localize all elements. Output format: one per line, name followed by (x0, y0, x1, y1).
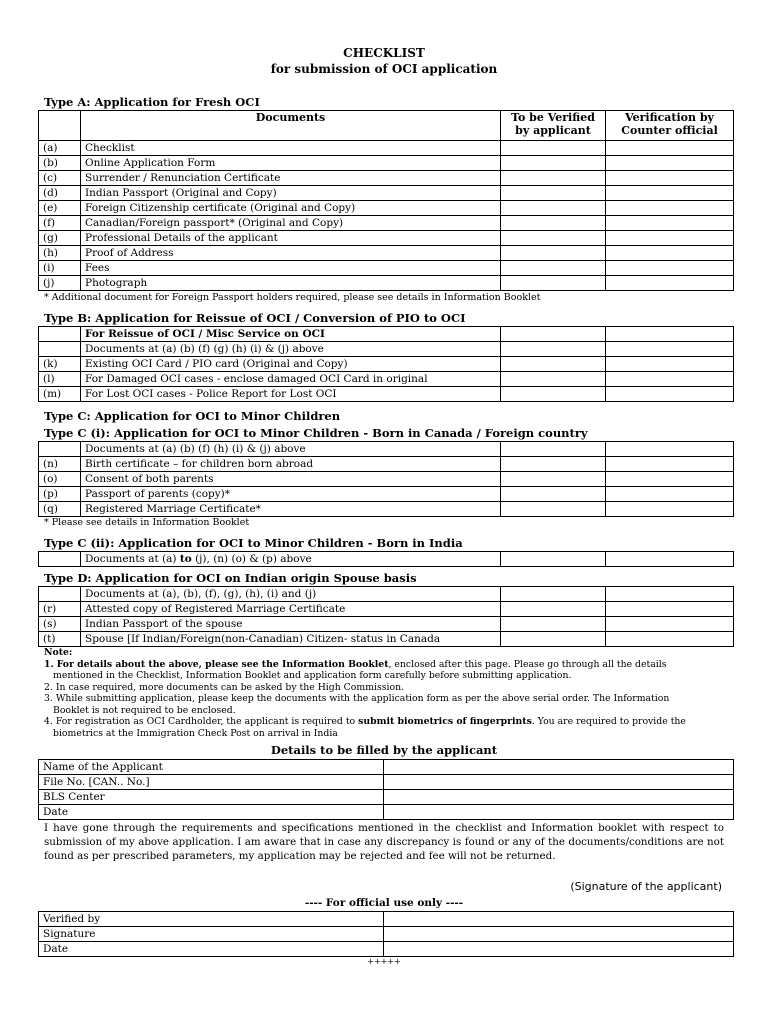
fill-in-field[interactable] (384, 942, 734, 957)
row-text: Fees (81, 261, 501, 276)
applicant-check-cell[interactable] (501, 276, 606, 291)
row-text: Photograph (81, 276, 501, 291)
row-text: Surrender / Renunciation Certificate (81, 171, 501, 186)
end-mark: +++++ (367, 957, 401, 966)
applicant-check-cell[interactable] (501, 261, 606, 276)
counter-check-cell[interactable] (606, 156, 734, 171)
row-code: (i) (39, 261, 81, 276)
table-row (39, 457, 734, 472)
col-header-blank (39, 111, 81, 141)
type-c1-table (38, 441, 734, 517)
counter-check-cell[interactable] (606, 487, 734, 502)
counter-check-cell[interactable] (606, 442, 734, 457)
applicant-check-cell[interactable] (501, 156, 606, 171)
table-row (39, 442, 734, 457)
applicant-check-cell[interactable] (501, 372, 606, 387)
row-text: Online Application Form (81, 156, 501, 171)
row-code (39, 327, 81, 342)
table-row (39, 805, 734, 820)
row-text: Indian Passport of the spouse (81, 617, 501, 632)
note-1: 1. For details about the above, please see the Information Booklet, enclosed after this page. Please go through all the details (44, 658, 667, 670)
row-text: Passport of parents (copy)* (81, 487, 501, 502)
counter-check-cell[interactable] (606, 472, 734, 487)
table-row (39, 587, 734, 602)
col-header-applicant: To be Verified by applicant (501, 111, 606, 141)
row-text: Documents at (a) (b) (f) (h) (i) & (j) above (81, 442, 501, 457)
counter-check-cell[interactable] (606, 141, 734, 156)
row-code (39, 442, 81, 457)
detail-label: Date (39, 805, 384, 820)
type-a-heading: Type A: Application for Fresh OCI (44, 95, 260, 109)
fill-in-field[interactable] (384, 927, 734, 942)
row-text: Documents at (a) to (j), (n) (o) & (p) above (81, 552, 501, 567)
counter-check-cell[interactable] (606, 602, 734, 617)
row-code: (d) (39, 186, 81, 201)
applicant-details-table (38, 759, 734, 820)
applicant-check-cell[interactable] (501, 472, 606, 487)
row-text: Birth certificate – for children born abroad (81, 457, 501, 472)
col-header-documents: Documents (81, 111, 501, 141)
table-row (39, 942, 734, 957)
note-3-cont: Booklet is not required to be enclosed. (53, 704, 236, 716)
row-code (39, 587, 81, 602)
row-text: Attested copy of Registered Marriage Certificate (81, 602, 501, 617)
counter-check-cell[interactable] (606, 327, 734, 342)
applicant-check-cell[interactable] (501, 552, 606, 567)
row-code: (k) (39, 357, 81, 372)
table-row (39, 790, 734, 805)
counter-check-cell[interactable] (606, 201, 734, 216)
row-code (39, 342, 81, 357)
applicant-check-cell[interactable] (501, 246, 606, 261)
row-text: Proof of Address (81, 246, 501, 261)
table-row (39, 261, 734, 276)
table-row (39, 372, 734, 387)
counter-check-cell[interactable] (606, 216, 734, 231)
note-3: 3. While submitting application, please keep the documents with the application form as per the above serial order. The Information (44, 693, 670, 704)
row-text: Spouse [If Indian/Foreign(non-Canadian) Citizen- status in Canada (81, 632, 501, 647)
row-text: Checklist (81, 141, 501, 156)
table-row (39, 156, 734, 171)
type-c2-table (38, 551, 734, 567)
row-code: (m) (39, 387, 81, 402)
table-row (39, 171, 734, 186)
row-code: (f) (39, 216, 81, 231)
row-code: (q) (39, 502, 81, 517)
row-code: (h) (39, 246, 81, 261)
counter-check-cell[interactable] (606, 372, 734, 387)
table-row (39, 201, 734, 216)
applicant-check-cell[interactable] (501, 357, 606, 372)
table-row (39, 231, 734, 246)
note-4-cont: biometrics at the Immigration Check Post on arrival in India (53, 727, 338, 739)
declaration-text: I have gone through the requirements and specifications mentioned in the checklist and Information booklet with respect to submission of my above application. I am aware that in case any discrepancy is found or any of the documents/conditions are not found as per prescribed parameters, my application may be rejected and fee will not be returned. (44, 822, 724, 862)
table-row (39, 246, 734, 261)
row-code: (e) (39, 201, 81, 216)
row-text: For Lost OCI cases - Police Report for Lost OCI (81, 387, 501, 402)
counter-check-cell[interactable] (606, 357, 734, 372)
note-1-cont: mentioned in the Checklist, Information Booklet and application form carefully before submitting application. (53, 670, 572, 681)
counter-check-cell[interactable] (606, 231, 734, 246)
row-code: (r) (39, 602, 81, 617)
fill-in-field[interactable] (384, 760, 734, 775)
table-row (39, 472, 734, 487)
table-row (39, 617, 734, 632)
counter-check-cell[interactable] (606, 342, 734, 357)
row-code: (t) (39, 632, 81, 647)
applicant-check-cell[interactable] (501, 487, 606, 502)
applicant-check-cell[interactable] (501, 186, 606, 201)
counter-check-cell[interactable] (606, 387, 734, 402)
table-row (39, 141, 734, 156)
row-text: Foreign Citizenship certificate (Original and Copy) (81, 201, 501, 216)
notes-block (44, 647, 724, 739)
applicant-check-cell[interactable] (501, 587, 606, 602)
applicant-check-cell[interactable] (501, 442, 606, 457)
row-text: Indian Passport (Original and Copy) (81, 186, 501, 201)
counter-check-cell[interactable] (606, 186, 734, 201)
official-label: Date (39, 942, 384, 957)
counter-check-cell[interactable] (606, 617, 734, 632)
row-code: (b) (39, 156, 81, 171)
table-row (39, 216, 734, 231)
applicant-check-cell[interactable] (501, 342, 606, 357)
row-code: (l) (39, 372, 81, 387)
table-row (39, 186, 734, 201)
table-row (39, 487, 734, 502)
applicant-check-cell[interactable] (501, 632, 606, 647)
row-text: Canadian/Foreign passport* (Original and Copy) (81, 216, 501, 231)
row-code: (n) (39, 457, 81, 472)
row-code: (s) (39, 617, 81, 632)
table-row (39, 502, 734, 517)
row-code: (j) (39, 276, 81, 291)
fill-in-field[interactable] (384, 805, 734, 820)
table-row (39, 632, 734, 647)
table-row (39, 552, 734, 567)
type-d-table (38, 586, 734, 647)
row-text: Documents at (a), (b), (f), (g), (h), (i) and (j) (81, 587, 501, 602)
row-code: (p) (39, 487, 81, 502)
row-code: (c) (39, 171, 81, 186)
type-c-heading: Type C: Application for OCI to Minor Children (44, 409, 341, 423)
type-c1-footnote: * Please see details in Information Booklet (44, 517, 250, 528)
applicant-check-cell[interactable] (501, 171, 606, 186)
row-code: (o) (39, 472, 81, 487)
counter-check-cell[interactable] (606, 502, 734, 517)
row-text: For Reissue of OCI / Misc Service on OCI (81, 327, 501, 342)
applicant-check-cell[interactable] (501, 502, 606, 517)
official-label: Signature (39, 927, 384, 942)
type-c1-heading: Type C (i): Application for OCI to Minor Children - Born in Canada / Foreign country (44, 426, 588, 440)
applicant-check-cell[interactable] (501, 216, 606, 231)
row-code: (g) (39, 231, 81, 246)
row-text: For Damaged OCI cases - enclose damaged OCI Card in original (81, 372, 501, 387)
row-text: Registered Marriage Certificate* (81, 502, 501, 517)
table-row (39, 357, 734, 372)
official-label: Verified by (39, 912, 384, 927)
table-row (39, 342, 734, 357)
table-row (39, 602, 734, 617)
applicant-check-cell[interactable] (501, 617, 606, 632)
type-c2-heading: Type C (ii): Application for OCI to Minor Children - Born in India (44, 536, 463, 550)
page-title: CHECKLIST (343, 46, 425, 60)
note-4: 4. For registration as OCI Cardholder, the applicant is required to submit biometrics of fingerprints. You are required to provide the (44, 716, 686, 727)
fill-in-field[interactable] (384, 912, 734, 927)
page-subtitle: for submission of OCI application (270, 62, 498, 76)
row-code: (a) (39, 141, 81, 156)
row-code (39, 552, 81, 567)
fill-in-field[interactable] (384, 790, 734, 805)
applicant-check-cell[interactable] (501, 141, 606, 156)
table-row (39, 276, 734, 291)
row-text: Professional Details of the applicant (81, 231, 501, 246)
row-text: Documents at (a) (b) (f) (g) (h) (i) & (j) above (81, 342, 501, 357)
counter-check-cell[interactable] (606, 261, 734, 276)
official-use-table (38, 911, 734, 957)
note-2: 2. In case required, more documents can be asked by the High Commission. (44, 681, 405, 693)
applicant-check-cell[interactable] (501, 231, 606, 246)
detail-label: File No. [CAN.. No.] (39, 775, 384, 790)
table-row (39, 927, 734, 942)
counter-check-cell[interactable] (606, 632, 734, 647)
type-a-table (38, 110, 734, 291)
type-b-table (38, 326, 734, 402)
counter-check-cell[interactable] (606, 246, 734, 261)
counter-check-cell[interactable] (606, 276, 734, 291)
type-a-footnote: * Additional document for Foreign Passport holders required, please see details in Information Booklet (44, 292, 541, 303)
table-row (39, 760, 734, 775)
details-heading: Details to be filled by the applicant (270, 743, 498, 757)
applicant-check-cell[interactable] (501, 457, 606, 472)
applicant-check-cell[interactable] (501, 327, 606, 342)
table-row (39, 775, 734, 790)
col-header-counter: Verification by Counter official (606, 111, 734, 141)
type-d-heading: Type D: Application for OCI on Indian origin Spouse basis (44, 571, 417, 585)
table-row (39, 912, 734, 927)
applicant-check-cell[interactable] (501, 387, 606, 402)
applicant-check-cell[interactable] (501, 201, 606, 216)
counter-check-cell[interactable] (606, 171, 734, 186)
type-b-heading: Type B: Application for Reissue of OCI / Conversion of PIO to OCI (44, 311, 466, 325)
counter-check-cell[interactable] (606, 552, 734, 567)
fill-in-field[interactable] (384, 775, 734, 790)
official-use-heading: ---- For official use only ---- (304, 897, 464, 909)
table-row (39, 327, 734, 342)
counter-check-cell[interactable] (606, 587, 734, 602)
row-text: Consent of both parents (81, 472, 501, 487)
applicant-check-cell[interactable] (501, 602, 606, 617)
row-text: Existing OCI Card / PIO card (Original and Copy) (81, 357, 501, 372)
signature-label: (Signature of the applicant) (570, 880, 722, 893)
counter-check-cell[interactable] (606, 457, 734, 472)
notes-label: Note: (44, 647, 73, 658)
detail-label: Name of the Applicant (39, 760, 384, 775)
table-row (39, 387, 734, 402)
detail-label: BLS Center (39, 790, 384, 805)
